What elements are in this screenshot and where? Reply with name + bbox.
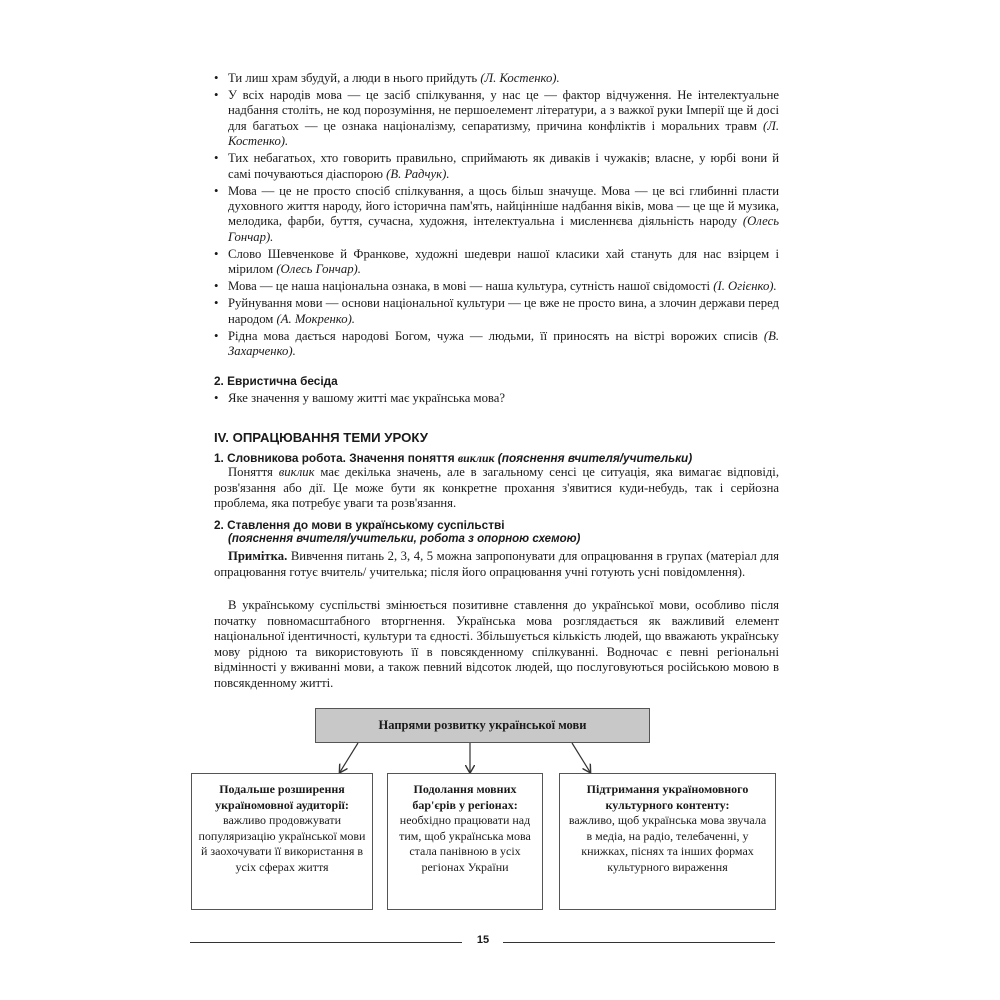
diagram-box-2: Подолання мовних бар'єрів у регіонах: необхідно працювати над тим, щоб українська мова стала панівною в усіх регіонах України — [387, 773, 543, 910]
heuristic-title: 2. Евристична бесіда — [214, 374, 338, 388]
diagram-box-3: Підтримання україномовного культурного контенту: важливо, щоб українська мова звучала в медіа, на радіо, телебаченні, у книжках, піснях та інших формах культурного вираження — [559, 773, 776, 910]
list-item: • Рідна мова дається народові Богом, чужа — людьми, її приносять на вістрі ворожих списів (В. Захарченко). — [214, 329, 779, 360]
diagram-top-box: Напрями розвитку української мови — [315, 708, 650, 743]
subsection-1-title: 1. Словникова робота. Значення поняття виклик (пояснення вчителя/учительки) — [214, 451, 693, 465]
paragraph-challenge: Поняття виклик має декілька значень, але в загальному сенсі це ситуація, яка вимагає відповіді, розв'язання або дії. Це може бути як конкретне прохання з'явитися куди-небудь, так і серйозна проблема, яка потребує уваги та розв'язання. — [214, 465, 780, 510]
list-item: • Тих небагатьох, хто говорить правильно, сприймають як диваків і чужаків; власне, у юрбі вони й самі почуваються діаспорою (В. Радчук). — [214, 151, 779, 182]
page-number: 15 — [476, 934, 490, 946]
section-title: IV. ОПРАЦЮВАННЯ ТЕМИ УРОКУ — [214, 430, 428, 445]
subsection-2-note: (пояснення вчителя/учительки, робота з опорною схемою) — [228, 533, 581, 545]
list-item: • Ти лиш храм збудуй, а люди в нього прийдуть (Л. Костенко). — [214, 71, 779, 86]
list-item: • Слово Шевченкове й Франкове, художні шедеври нашої класики хай стануть для нас взірцем і мірилом (Олесь Гончар). — [214, 247, 779, 278]
footer-rule-right — [503, 942, 775, 943]
arrow-right — [572, 743, 590, 772]
diagram-box-1: Подальше розширення україномовної аудиторії: важливо продовжувати популяризацію української мови й заохочувати її використання в усіх сферах життя — [191, 773, 373, 910]
list-item: • У всіх народів мова — це засіб спілкування, у нас це — фактор відчуження. Не інтелектуальне надбання століть, не код порозуміння, не першоелемент літератури, а з важкої руки Імперії ще й досі для багатьох — це ознака націоналізму, сепаратизму, причина конфліктів і моральних травм (Л. Костенко). — [214, 88, 779, 150]
list-item: • Мова — це наша національна ознака, в мові — наша культура, сутність нашої свідомості (І. Огієнко). — [214, 279, 779, 294]
list-item: • Мова — це не просто спосіб спілкування, а щось більш значуще. Мова — це всі глибинні пласти духовного життя народу, його історична пам'ять, найцінніше надбання віків, мова — це ще й музика, мелодика, фарби, буття, сучасна, художня, інтелектуальна і мисленнєва діяльність народу (Олесь Гончар). — [214, 184, 779, 246]
arrow-left — [340, 743, 358, 772]
list-item: • Руйнування мови — основи національної культури — це вже не просто вина, а злочин держави перед народом (А. Мокренко). — [214, 296, 779, 327]
list-item: • Яке значення у вашому житті має українська мова? — [214, 391, 779, 406]
paragraph-note: Примітка. Вивчення питань 2, 3, 4, 5 можна запропонувати для опрацювання в групах (матеріал для опрацювання готує вчитель/ учителька; після його опрацювання учні готують усні повідомлення). — [214, 549, 779, 579]
footer-rule-left — [190, 942, 462, 943]
paragraph-attitude: В українському суспільстві змінюється позитивне ставлення до української мови, особливо після початку повномасштабного вторгнення. Українська мова розглядається як важливий елемент національної ідентичності, культури та єдності. Збільшується кількість людей, що вважають українську мову рідною та використовують її в повсякденному спілкуванні. Водночас є певні регіональні відмінності у вживанні мови, а також певний відсоток людей, що послуговуються російською мовою в повсякденному житті. — [214, 598, 779, 690]
subsection-2-title: 2. Ставлення до мови в українському суспільстві — [214, 518, 505, 532]
